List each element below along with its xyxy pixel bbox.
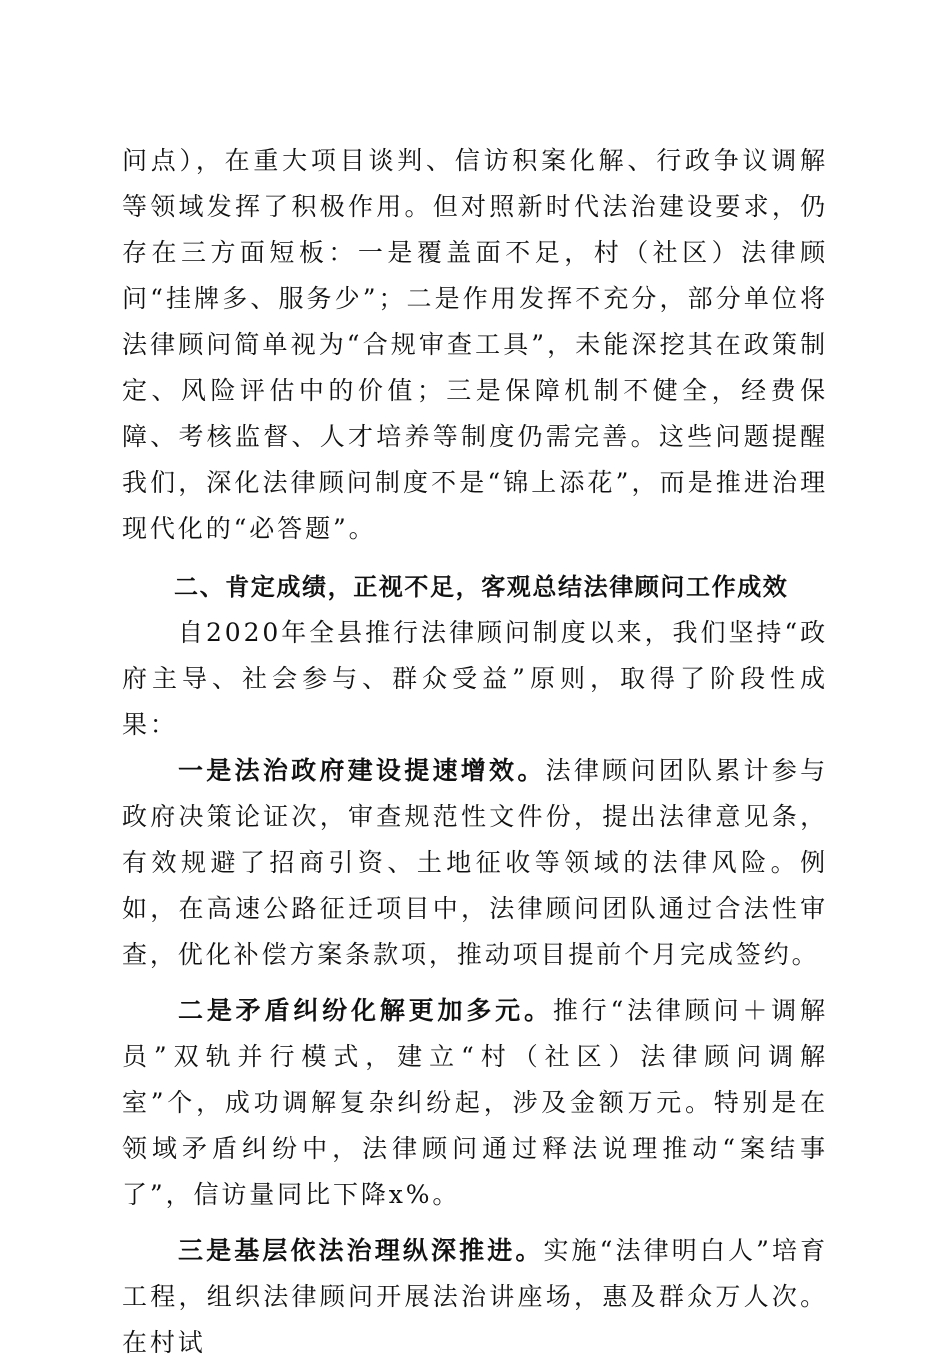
achievement-item-3: [122, 1228, 828, 1366]
achievement-item-1: [122, 748, 828, 978]
achievement-item-2: [122, 988, 828, 1218]
section-heading: 二、肯定成绩，正视不足，客观总结法律顾问工作成效: [174, 573, 789, 601]
body-paragraph: 问点），在重大项目谈判、信访积案化解、行政争议调解等领域发挥了积极作用。但对照新时代法治建设要求，仍存在三方面短板：一是覆盖面不足，村（社区）法律顾问“挂牌多、服务少”；二是作用发挥不充分，部分单位将法律顾问简单视为“合规审查工具”，未能深挖其在政策制定、风险评估中的价值；三是保障机制不健全，经费保障、考核监督、人才培养等制度仍需完善。这些问题提醒我们，深化法律顾问制度不是“锦上添花”，而是推进治理现代化的“必答题”。: [122, 146, 828, 543]
item-body: 推行“法律顾问＋调解员”双轨并行模式，建立“村（社区）法律顾问调解室”个，成功调解复杂纠纷起，涉及金额万元。特别是在领域矛盾纠纷中，法律顾问通过释法说理推动“案结事了”，信访量同比下降x%。: [122, 996, 828, 1209]
item-lead: 一是法治政府建设提速增效。: [178, 756, 546, 785]
intro-paragraph: 自2020年全县推行法律顾问制度以来，我们坚持“政府主导、社会参与、群众受益”原则，取得了阶段性成果：: [122, 618, 828, 739]
item-lead: 三是基层依法治理纵深推进。: [178, 1236, 544, 1265]
item-body: 法律顾问团队累计参与政府决策论证次，审查规范性文件份，提出法律意见条，有效规避了招商引资、土地征收等领域的法律风险。例如，在高速公路征迁项目中，法律顾问团队通过合法性审查，优化补偿方案条款项，推动项目提前个月完成签约。: [122, 756, 828, 969]
item-body: 实施“法律明白人”培育工程，组织法律顾问开展法治讲座场，惠及群众万人次。在村试: [122, 1236, 828, 1357]
item-lead: 二是矛盾纠纷化解更加多元。: [178, 996, 553, 1025]
